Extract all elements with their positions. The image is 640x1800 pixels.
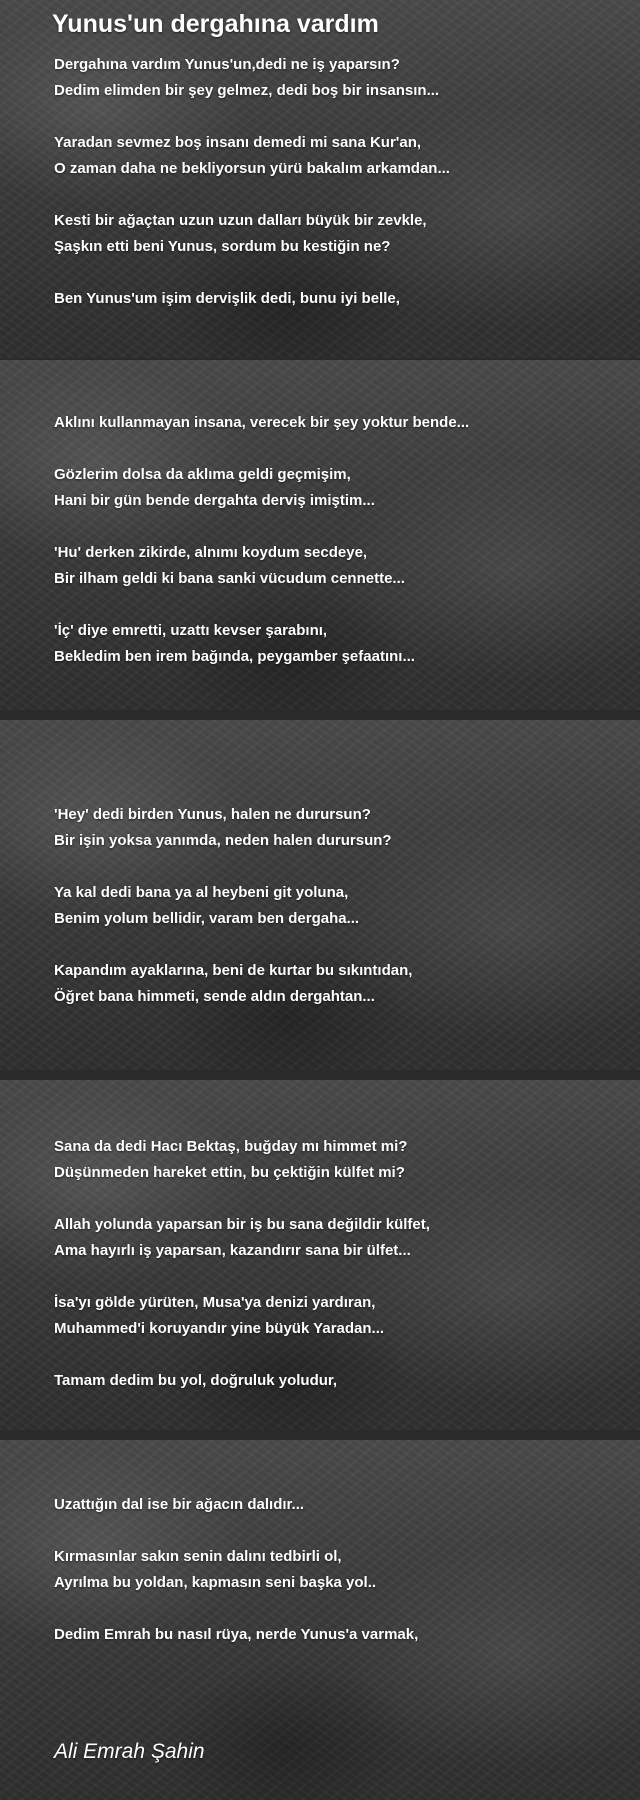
poem-line: Öğret bana himmeti, sende aldın dergahtan...: [54, 988, 375, 1005]
stanza: [54, 286, 620, 312]
stanza: [54, 1290, 620, 1342]
poem-line: Dergahına vardım Yunus'un,dedi ne iş yaparsın?: [54, 56, 400, 73]
stanza: [54, 52, 620, 104]
stanza: [54, 802, 620, 854]
poem-line: 'Hu' derken zikirde, alnımı koydum secdeye,: [54, 544, 368, 561]
stanza-group: [54, 52, 620, 338]
poem-line: Bir ilham geldi ki bana sanki vücudum cennette...: [54, 570, 405, 587]
stanza: [54, 540, 620, 592]
poem-panel-3: [0, 720, 640, 1070]
stanza: [54, 410, 620, 436]
poem-line: Dedim Emrah bu nasıl rüya, nerde Yunus'a varmak,: [54, 1626, 419, 1643]
poem-line: İsa'yı gölde yürüten, Musa'ya denizi yardıran,: [54, 1294, 376, 1311]
stanza: [54, 208, 620, 260]
poem-line: Ben Yunus'um işim dervişlik dedi, bunu iyi belle,: [54, 290, 400, 307]
poem-title: Yunus'un dergahına vardım: [52, 10, 379, 38]
poem-line: Ya kal dedi bana ya al heybeni git yoluna,: [54, 884, 349, 901]
poem-line: Allah yolunda yaparsan bir iş bu sana değildir külfet,: [54, 1216, 430, 1233]
poem-line: Yaradan sevmez boş insanı demedi mi sana Kur'an,: [54, 134, 422, 151]
stanza-group: [54, 1492, 620, 1674]
poem-line: Aklını kullanmayan insana, verecek bir şey yoktur bende...: [54, 414, 470, 431]
poem-line: Muhammed'i koruyandır yine büyük Yaradan...: [54, 1320, 385, 1337]
poem-line: Ayrılma bu yoldan, kapmasın seni başka yol..: [54, 1574, 377, 1591]
poem-panel-1: [0, 0, 640, 358]
poem-line: Sana da dedi Hacı Bektaş, buğday mı himmet mi?: [54, 1138, 408, 1155]
stanza-group: [54, 802, 620, 1036]
poem-line: 'İç' diye emretti, uzattı kevser şarabını,: [54, 622, 328, 639]
poem-line: Düşünmeden hareket ettin, bu çektiğin külfet mi?: [54, 1164, 405, 1181]
poem-line: Kesti bir ağaçtan uzun uzun dalları büyük bir zevkle,: [54, 212, 427, 229]
stanza: [54, 880, 620, 932]
poem-line: O zaman daha ne bekliyorsun yürü bakalım arkamdan...: [54, 160, 450, 177]
stanza-group: [54, 1134, 620, 1420]
poem-line: Şaşkın etti beni Yunus, sordum bu kestiğin ne?: [54, 238, 391, 255]
poem-line: Tamam dedim bu yol, doğruluk yoludur,: [54, 1372, 338, 1389]
poem-panel-2: [0, 360, 640, 710]
poem-line: Ama hayırlı iş yaparsan, kazandırır sana bir ülfet...: [54, 1242, 411, 1259]
stanza: [54, 1492, 620, 1518]
poem-line: Bekledim ben irem bağında, peygamber şefaatını...: [54, 648, 415, 665]
stanza: [54, 1622, 620, 1648]
poem-line: Uzattığın dal ise bir ağacın dalıdır...: [54, 1496, 305, 1513]
poem-line: Gözlerim dolsa da aklıma geldi geçmişim,: [54, 466, 351, 483]
stanza: [54, 1368, 620, 1394]
poem-line: Bir işin yoksa yanımda, neden halen durursun?: [54, 832, 392, 849]
stanza: [54, 958, 620, 1010]
stanza: [54, 1134, 620, 1186]
stanza: [54, 618, 620, 670]
stanza: [54, 462, 620, 514]
poem-line: Hani bir gün bende dergahta derviş imiştim...: [54, 492, 375, 509]
poem-author: Ali Emrah Şahin: [54, 1740, 205, 1763]
poem-line: Kapandım ayaklarına, beni de kurtar bu sıkıntıdan,: [54, 962, 413, 979]
poem-panel-5: [0, 1440, 640, 1800]
poem-line: Benim yolum bellidir, varam ben dergaha...: [54, 910, 360, 927]
stanza: [54, 1212, 620, 1264]
poem-line: Dedim elimden bir şey gelmez, dedi boş bir insansın...: [54, 82, 440, 99]
poem-panel-4: [0, 1080, 640, 1430]
stanza: [54, 1544, 620, 1596]
stanza-group: [54, 410, 620, 696]
poem-line: 'Hey' dedi birden Yunus, halen ne durursun?: [54, 806, 371, 823]
poem-line: Kırmasınlar sakın senin dalını tedbirli ol,: [54, 1548, 342, 1565]
stanza: [54, 130, 620, 182]
